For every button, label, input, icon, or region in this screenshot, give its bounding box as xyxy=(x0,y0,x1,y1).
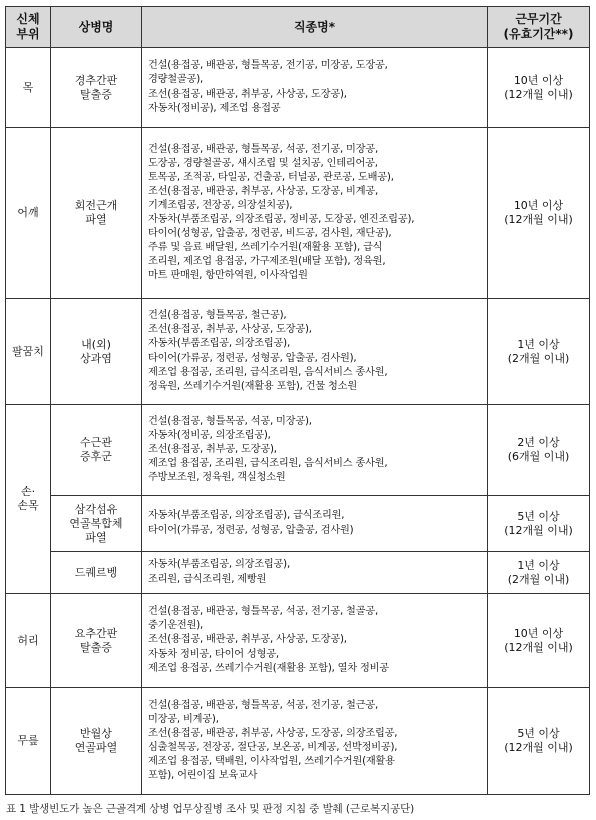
jobs-line: 조선(용접공, 배관공, 취부공, 사상공, 도장공, 의장조립공, xyxy=(148,727,398,739)
table-row xyxy=(6,594,590,688)
jobs-line: 자동차(정비공, 의장조립공), xyxy=(148,429,271,441)
table-row xyxy=(6,552,590,594)
jobs-line: 경량철골공), xyxy=(148,74,204,86)
body-part-cell xyxy=(6,128,51,299)
period-text: (2개월 이내) xyxy=(507,351,570,365)
jobs-line: 자동차 정비공, 타이어 성형공, xyxy=(148,648,279,660)
body-part-text: 목 xyxy=(22,80,34,94)
jobs-line: 조선(용접공, 취부공, 도장공), xyxy=(148,443,277,455)
period-text: 2년 이상 xyxy=(517,436,560,449)
body-part-cell xyxy=(6,48,51,128)
table-caption: 표 1 발생빈도가 높은 근골격계 상병 업무상질병 조사 및 판정 지침 중 발췌 (근로복지공단) xyxy=(6,803,415,815)
disease-text: 드퀘르벵 xyxy=(74,565,118,579)
jobs-line: 조선(용접공, 배관공, 취부공, 사상공, 도장공), xyxy=(148,634,347,646)
jobs-line: 건설(용접공, 배관공, 형틀목공, 석공, 전기공, 미장공, xyxy=(148,143,379,155)
jobs-line: 주방보조원, 정육원, 객실청소원 xyxy=(148,472,286,484)
table-row xyxy=(6,688,590,795)
body-part-text: 무릎 xyxy=(17,734,39,747)
period-text: (12개월 이내) xyxy=(504,741,573,754)
jobs-line: 건설(용접공, 배관공, 형틀목공, 석공, 전기공, 철골공, xyxy=(148,606,379,618)
jobs-cell xyxy=(142,552,488,594)
period-text: (12개월 이내) xyxy=(504,213,573,226)
jobs-line: 건설(용접공, 형틀목공, 석공, 미장공), xyxy=(148,415,312,427)
body-part-text: 손· xyxy=(20,485,36,498)
header-text: 신체 xyxy=(16,12,40,26)
body-part-text: 어깨 xyxy=(17,206,39,219)
jobs-line: 도장공, 경량철골공, 섀시조립 및 설치공, 인테리어공, xyxy=(148,157,378,169)
jobs-line: 심출철목공, 전장공, 절단공, 보온공, 비계공, 선박정비공), xyxy=(148,742,398,753)
table-row xyxy=(6,48,590,128)
jobs-line: 자동차(정비공), 제조업 용접공 xyxy=(148,102,281,114)
period-text: 10년 이상 xyxy=(513,199,564,212)
jobs-cell xyxy=(142,594,488,688)
disease-cell xyxy=(51,594,142,688)
table-header-row xyxy=(6,7,590,48)
period-cell xyxy=(488,48,590,128)
jobs-line: 토목공, 조적공, 타일공, 건출공, 터널공, 관로공, 도배공), xyxy=(148,171,394,183)
jobs-line: 주류 및 음료 배달원, 쓰레기수거원(재활용 포함), 급식 xyxy=(148,242,383,254)
period-text: 5년 이상 xyxy=(517,509,560,523)
jobs-line: 제조업 용접공, 조리원, 급식조리원, 음식서비스 종사원, xyxy=(148,366,388,378)
jobs-line: 자동차(부품조립공, 의장조립공), xyxy=(148,338,290,350)
period-cell xyxy=(488,594,590,688)
period-cell xyxy=(488,552,590,594)
jobs-line: 조선(용접공, 배관공, 취부공, 사상공, 도장공), xyxy=(148,88,347,100)
disease-text: 파열 xyxy=(85,213,107,226)
period-text: (12개월 이내) xyxy=(504,87,573,101)
jobs-cell xyxy=(142,405,488,496)
disease-cell xyxy=(51,405,142,496)
table-row xyxy=(6,405,590,496)
header-text: 부위 xyxy=(16,27,40,41)
jobs-line: 자동차(부품조립공, 의장조립공), xyxy=(148,559,290,571)
jobs-line: 조선(용접공, 배관공, 취부공, 사상공, 도장공, 비계공, xyxy=(148,185,379,197)
header-body-part xyxy=(6,7,51,48)
jobs-line: 제조업 용접공, 택배원, 이사작업원, 쓰레기수거원(재활용 xyxy=(148,756,395,768)
jobs-cell xyxy=(142,48,488,128)
jobs-line: 타이어(가류공, 정련공, 성형공, 압출공, 검사원) xyxy=(148,524,354,536)
table-row xyxy=(6,128,590,299)
period-text: 10년 이상 xyxy=(513,626,564,640)
period-cell xyxy=(488,128,590,299)
disease-cell xyxy=(51,48,142,128)
body-part-text: 팔꿈치 xyxy=(12,344,44,358)
table-row xyxy=(6,299,590,405)
disease-table xyxy=(5,6,590,795)
jobs-cell xyxy=(142,496,488,552)
disease-text: 상과염 xyxy=(80,351,112,365)
jobs-line: 제조업 용접공, 조리원, 급식조리원, 음식서비스 종사원, xyxy=(148,458,388,470)
header-text: 직종명* xyxy=(293,19,336,34)
body-part-text: 허리 xyxy=(17,633,39,647)
disease-text: 연골파열 xyxy=(74,741,118,754)
jobs-cell xyxy=(142,299,488,405)
period-cell xyxy=(488,299,590,405)
disease-cell xyxy=(51,552,142,594)
jobs-line: 미장공, 비계공), xyxy=(148,713,219,725)
disease-text: 반월상 xyxy=(80,727,112,740)
jobs-line: 조리원, 급식조리원, 제빵원 xyxy=(148,573,267,585)
jobs-cell xyxy=(142,688,488,795)
disease-text: 탈출증 xyxy=(80,87,112,101)
jobs-line: 제조업 용접공, 쓰레기수거원(재활용 포함), 열차 정비공 xyxy=(148,662,389,674)
disease-text: 경추간판 xyxy=(74,73,118,87)
jobs-line: 정육원, 쓰레기수거원(재활용 포함), 건물 청소원 xyxy=(148,380,357,392)
disease-text: 파열 xyxy=(85,530,107,544)
jobs-cell xyxy=(142,128,488,299)
jobs-line: 건설(용접공, 배관공, 형틀목공, 전기공, 미장공, 도장공, xyxy=(148,60,388,72)
period-text: (12개월 이내) xyxy=(504,523,573,537)
disease-cell xyxy=(51,299,142,405)
period-text: (2개월 이내) xyxy=(507,572,570,586)
jobs-line: 마트 판매원, 항만하역원, 이사작업원 xyxy=(148,270,308,282)
jobs-line: 건설(용접공, 배관공, 형틀목공, 석공, 전기공, 철근공, xyxy=(148,699,379,711)
period-cell xyxy=(488,688,590,795)
period-text: (6개월 이내) xyxy=(507,450,570,463)
period-text: 10년 이상 xyxy=(513,73,564,87)
header-text: 상병명 xyxy=(78,19,114,34)
body-part-cell xyxy=(6,688,51,795)
period-cell xyxy=(488,496,590,552)
period-cell xyxy=(488,405,590,496)
header-period xyxy=(488,7,590,48)
disease-text: 연골복합체 xyxy=(69,516,123,530)
disease-text: 삼각섬유 xyxy=(74,502,118,516)
table-row xyxy=(6,496,590,552)
body-part-cell xyxy=(6,405,51,594)
jobs-line: 건설(용접공, 형틀목공, 철근공), xyxy=(148,310,287,322)
disease-cell xyxy=(51,128,142,299)
disease-cell xyxy=(51,688,142,795)
body-part-text: 손목 xyxy=(17,499,39,512)
jobs-line: 조선(용접공, 취부공, 사상공, 도장공), xyxy=(148,324,312,336)
period-text: 5년 이상 xyxy=(517,727,560,740)
period-text: (12개월 이내) xyxy=(504,640,573,654)
header-jobs xyxy=(142,7,488,48)
disease-text: 요추간판 xyxy=(74,626,118,640)
disease-text: 회전근개 xyxy=(74,199,118,212)
jobs-line: 자동차(부품조립공, 의장조립공, 정비공, 도장공, 엔진조립공), xyxy=(148,214,415,225)
jobs-line: 타이어(성형공, 압출공, 정련공, 비드공, 검사원, 재단공), xyxy=(148,228,392,240)
disease-text: 수근관 xyxy=(80,436,112,449)
disease-text: 증후군 xyxy=(80,450,112,463)
period-text: 1년 이상 xyxy=(517,337,560,351)
period-text: 1년 이상 xyxy=(517,558,560,572)
jobs-line: 기계조립공, 전장공, 의장설치공), xyxy=(148,199,293,211)
jobs-line: 중기운전원), xyxy=(148,620,204,632)
jobs-line: 조리원, 제조업 용접공, 가구제조원(배달 포함), 정육원, xyxy=(148,256,386,268)
jobs-line: 자동차(부품조립공, 의장조립공), 급식조리원, xyxy=(148,510,345,522)
jobs-line: 포함), 어린이집 보육교사 xyxy=(148,770,258,782)
header-disease xyxy=(51,7,142,48)
disease-text: 탈출증 xyxy=(80,640,112,654)
disease-cell xyxy=(51,496,142,552)
header-text: (유효기간**) xyxy=(503,27,574,41)
body-part-cell xyxy=(6,299,51,405)
body-part-cell xyxy=(6,594,51,688)
header-text: 근무기간 xyxy=(515,12,562,26)
disease-text: 내(외) xyxy=(81,337,111,351)
jobs-line: 타이어(가류공, 정련공, 성형공, 압출공, 검사원), xyxy=(148,352,357,364)
